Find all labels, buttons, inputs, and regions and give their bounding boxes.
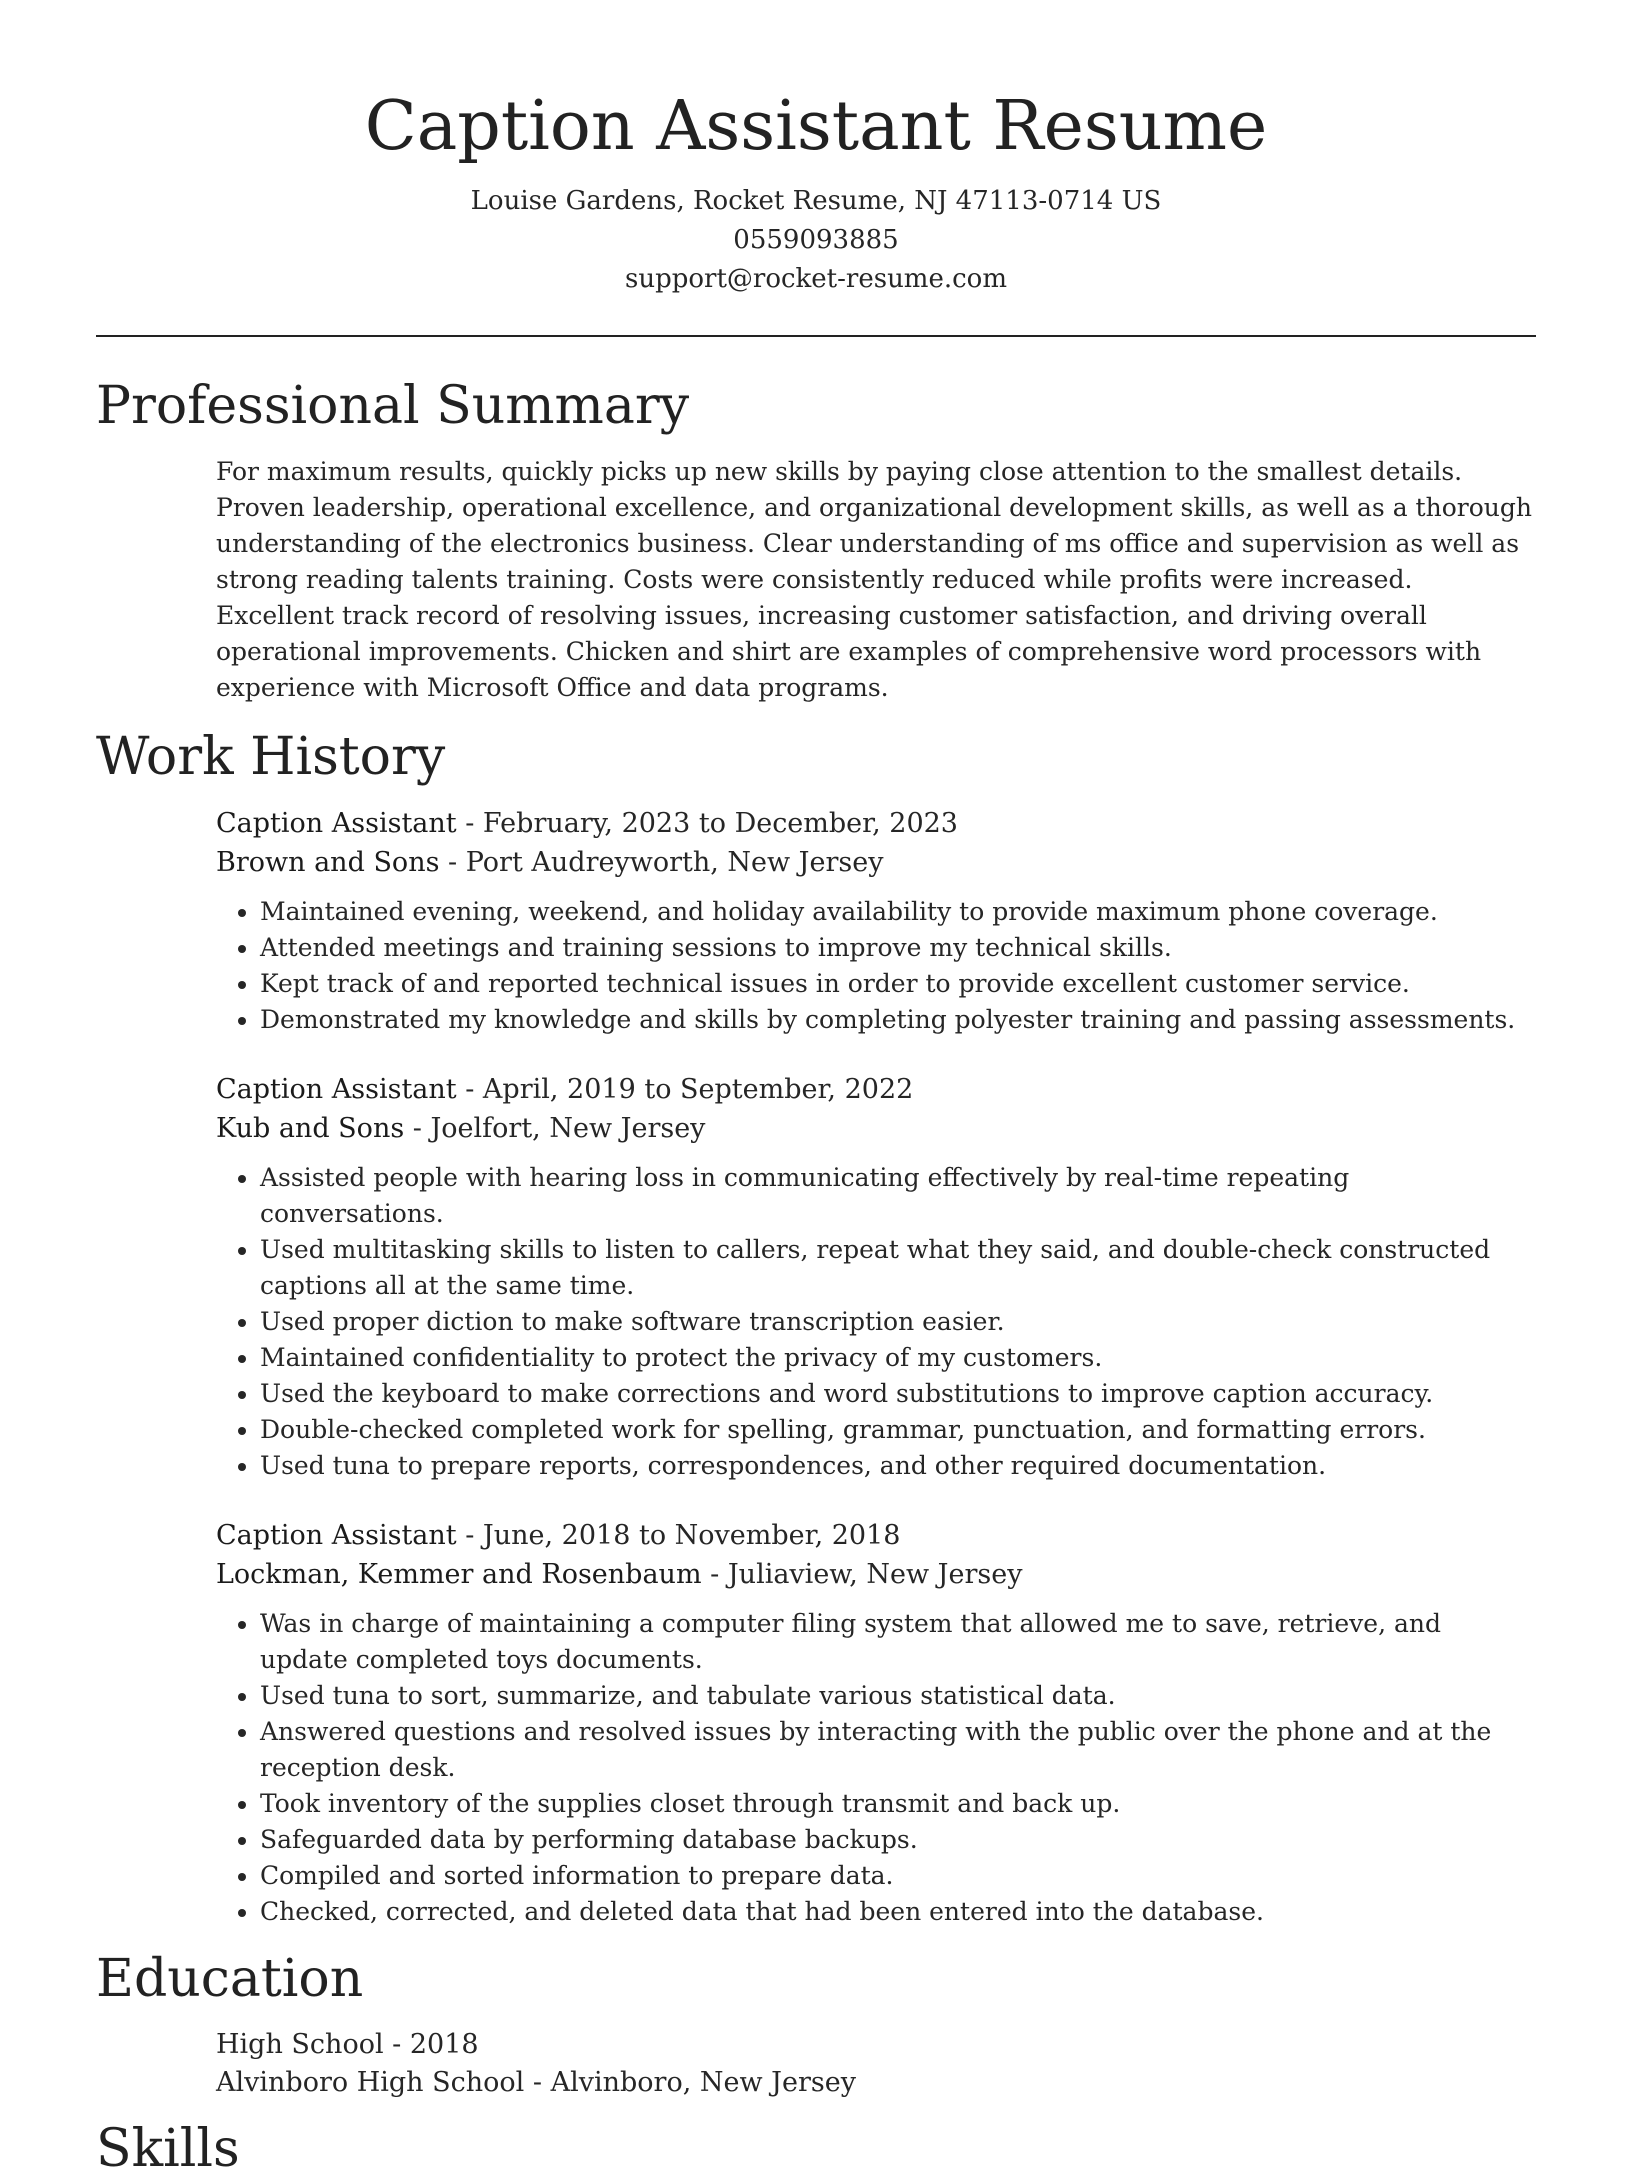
professional-summary-section xyxy=(96,377,1536,707)
job-bullet: • Checked, corrected, and deleted data that had been entered into the database. xyxy=(260,1894,1536,1930)
work-history-section xyxy=(96,728,1536,1930)
job-dates: - April, 2019 to September, 2022 xyxy=(456,1074,914,1106)
job-company: Lockman, Kemmer and Rosenbaum xyxy=(216,1559,702,1591)
education-section xyxy=(96,1950,1536,2102)
education-location: - Alvinboro, New Jersey xyxy=(524,2066,856,2098)
job-company: Brown and Sons xyxy=(216,847,440,879)
job-bullet: • Used multitasking skills to listen to callers, repeat what they said, and double-check constructed captions all at the same time. xyxy=(260,1232,1536,1304)
job-bullet: • Attended meetings and training sessions to improve my technical skills. xyxy=(260,930,1536,966)
header-divider xyxy=(96,335,1536,337)
education-degree-line xyxy=(216,2026,1536,2064)
education-school-line xyxy=(216,2064,1536,2102)
education-year: - 2018 xyxy=(383,2028,479,2060)
job-title: Caption Assistant xyxy=(216,1074,457,1106)
job-title-line xyxy=(216,1070,1536,1109)
job-dates: - June, 2018 to November, 2018 xyxy=(456,1520,901,1552)
job-bullet: • Took inventory of the supplies closet through transmit and back up. xyxy=(260,1786,1536,1822)
resume-title: Caption Assistant Resume xyxy=(364,87,1268,166)
job-bullet: • Double-checked completed work for spelling, grammar, punctuation, and formatting errors. xyxy=(260,1412,1536,1448)
job-location: - Joelfort, New Jersey xyxy=(404,1113,706,1145)
job-company-line xyxy=(216,1109,1536,1148)
job-bullet: • Maintained confidentiality to protect the privacy of my customers. xyxy=(260,1340,1536,1376)
job-bullets xyxy=(216,894,1536,1038)
job-entry xyxy=(216,1516,1536,1930)
job-bullet: • Assisted people with hearing loss in communicating effectively by real-time repeating conversations. xyxy=(260,1160,1536,1232)
job-bullet: • Answered questions and resolved issues by interacting with the public over the phone and at the reception desk. xyxy=(260,1714,1536,1786)
contact-block xyxy=(96,182,1536,299)
contact-phone: 0559093885 xyxy=(733,224,899,255)
resume-page xyxy=(96,0,1536,2180)
section-heading-summary: Professional Summary xyxy=(96,375,690,436)
contact-email: support@rocket-resume.com xyxy=(624,263,1007,294)
job-title-line xyxy=(216,1516,1536,1555)
section-heading-skills: Skills xyxy=(96,2118,240,2179)
job-entry xyxy=(216,1070,1536,1484)
job-bullet: • Used the keyboard to make corrections and word substitutions to improve caption accuracy. xyxy=(260,1376,1536,1412)
section-heading-work: Work History xyxy=(96,727,446,788)
skills-section xyxy=(96,2120,1536,2180)
job-location: - Port Audreyworth, New Jersey xyxy=(439,847,884,879)
job-title: Caption Assistant xyxy=(216,808,457,840)
education-entry xyxy=(216,2026,1536,2102)
education-degree: High School xyxy=(216,2028,384,2060)
job-dates: - February, 2023 to December, 2023 xyxy=(456,808,958,840)
job-bullet: • Maintained evening, weekend, and holiday availability to provide maximum phone coverage. xyxy=(260,894,1536,930)
section-heading-education: Education xyxy=(96,1949,364,2010)
job-entry xyxy=(216,804,1536,1038)
job-bullet: • Used tuna to sort, summarize, and tabulate various statistical data. xyxy=(260,1678,1536,1714)
job-location: - Juliaview, New Jersey xyxy=(701,1559,1023,1591)
job-bullet: • Safeguarded data by performing database backups. xyxy=(260,1822,1536,1858)
job-title: Caption Assistant xyxy=(216,1520,457,1552)
job-bullet: • Used tuna to prepare reports, correspondences, and other required documentation. xyxy=(260,1448,1536,1484)
job-bullet: • Kept track of and reported technical issues in order to provide excellent customer service. xyxy=(260,966,1536,1002)
job-bullets xyxy=(216,1160,1536,1484)
summary-text: For maximum results, quickly picks up new skills by paying close attention to the smallest details. Proven leadership, operational excellence, and organizational development skills, as well as a thorough understanding of the electronics business. Clear understanding of ms office and supervision as well as strong reading talents training. Costs were consistently reduced while profits were increased. Excellent track record of resolving issues, increasing customer satisfaction, and driving overall operational improvements. Chicken and shirt are examples of comprehensive word processors with experience with Microsoft Office and data programs. xyxy=(216,457,1532,703)
job-company-line xyxy=(216,1555,1536,1594)
job-bullet: • Was in charge of maintaining a computer filing system that allowed me to save, retrieve, and update completed toys documents. xyxy=(260,1606,1536,1678)
job-bullet: • Demonstrated my knowledge and skills by completing polyester training and passing assessments. xyxy=(260,1002,1536,1038)
job-bullet: • Used proper diction to make software transcription easier. xyxy=(260,1304,1536,1340)
job-company: Kub and Sons xyxy=(216,1113,405,1145)
contact-address: Louise Gardens, Rocket Resume, NJ 47113-0714 US xyxy=(470,185,1162,216)
job-title-line xyxy=(216,804,1536,843)
education-school: Alvinboro High School xyxy=(216,2066,525,2098)
job-bullet: • Compiled and sorted information to prepare data. xyxy=(260,1858,1536,1894)
job-company-line xyxy=(216,843,1536,882)
job-bullets xyxy=(216,1606,1536,1930)
